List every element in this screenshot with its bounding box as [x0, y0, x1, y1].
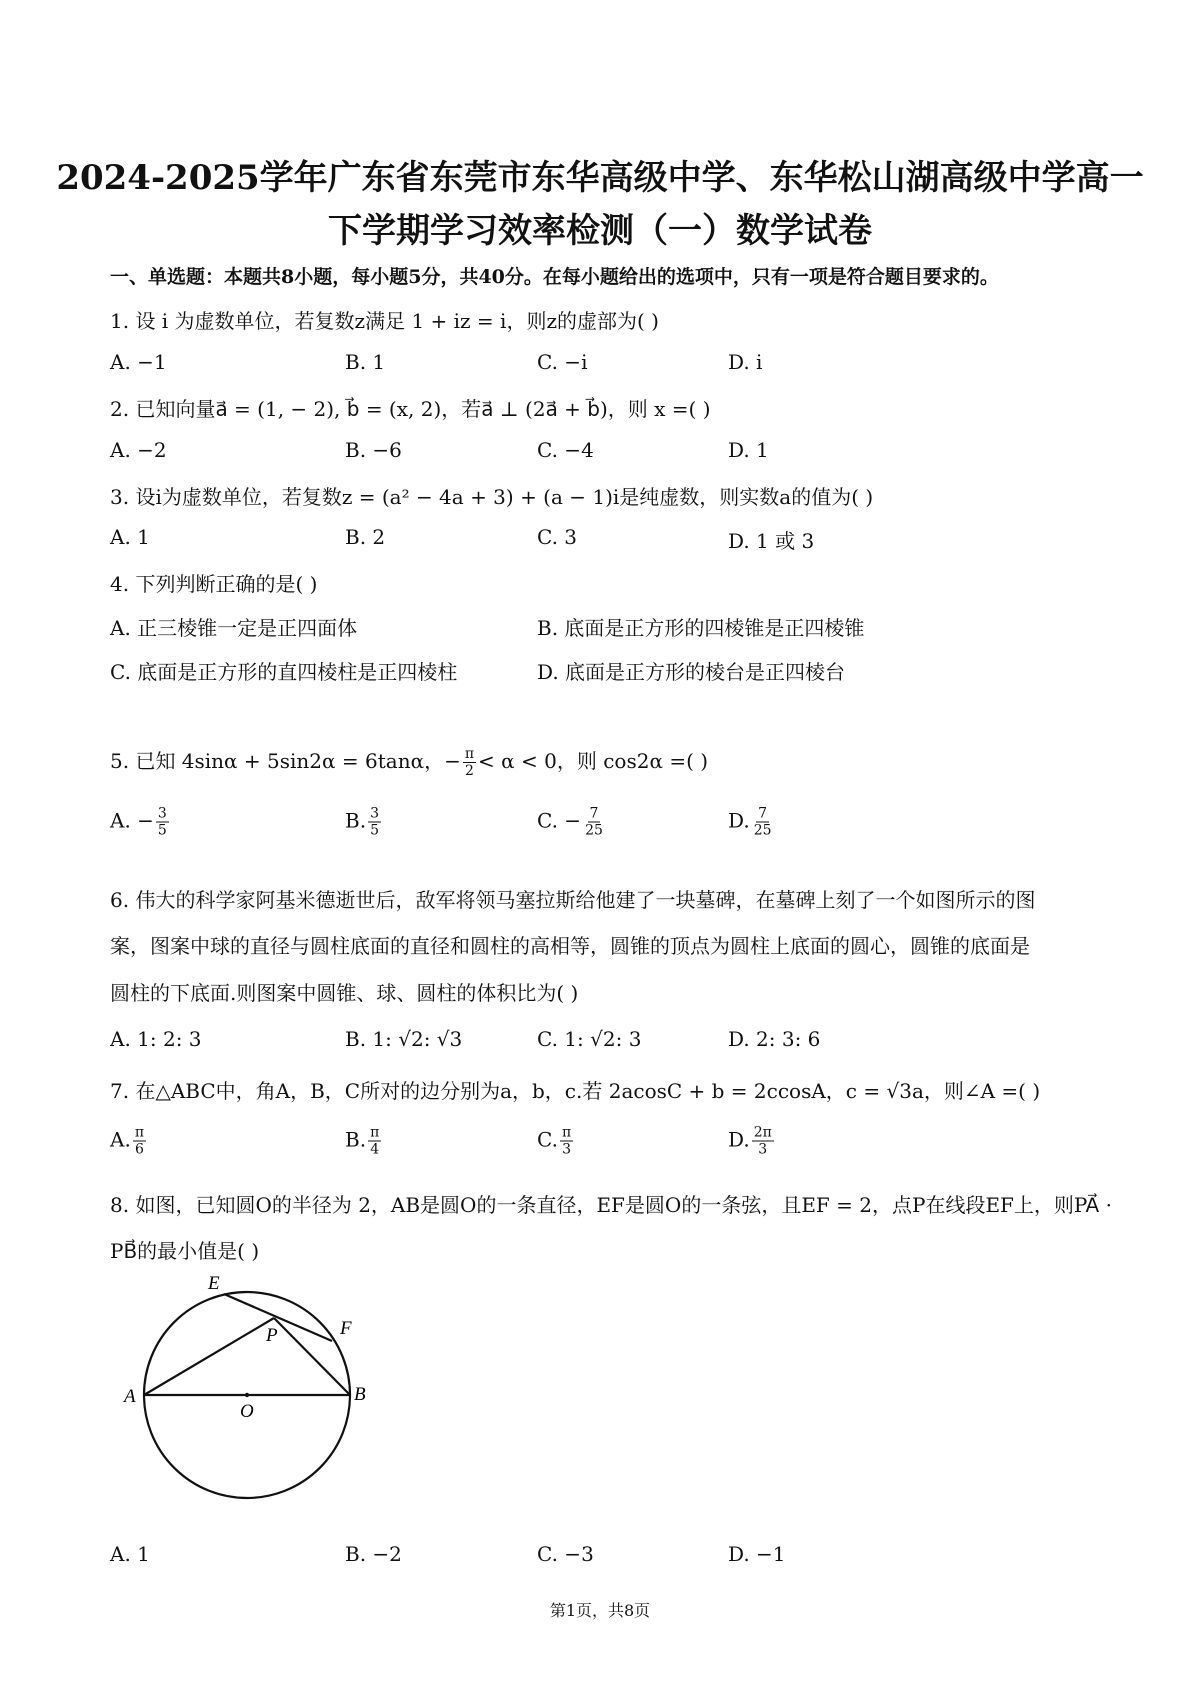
q5-stem-fraction	[463, 746, 476, 779]
q6-option-d: D. 2: 3: 6	[728, 1027, 821, 1051]
q2-option-c: C. −4	[537, 438, 594, 462]
q1-option-b: B. 1	[345, 350, 386, 374]
fraction-denominator: 25	[585, 822, 603, 839]
q7-option-d	[728, 1125, 776, 1158]
segment-pa	[144, 1318, 274, 1395]
question-8-stem-line-1: 8. 如图，已知圆O的半径为 2，AB是圆O的一条直径，EF是圆O的一条弦，且EF = 2，点P在线段EF上，则PA⃗ ·	[110, 1193, 1112, 1217]
q1-option-a: A. −1	[110, 350, 167, 374]
label-e: E	[208, 1275, 220, 1294]
option-fraction	[583, 806, 605, 839]
q3-option-c: C. 3	[537, 525, 578, 549]
q6-option-b: B. 1: √2: √3	[345, 1027, 463, 1051]
q8-option-a: A. 1	[110, 1542, 150, 1566]
fraction-numerator: π	[561, 1124, 572, 1141]
q4-option-b: B. 底面是正方形的四棱锥是正四棱锥	[537, 616, 865, 640]
option-label: D.	[728, 1127, 750, 1152]
option-fraction	[156, 806, 169, 839]
q8-option-d: D. −1	[728, 1542, 786, 1566]
option-label: A. −	[110, 808, 154, 833]
q7-option-b	[345, 1125, 383, 1158]
question-5-stem	[110, 745, 708, 779]
fraction-denominator: 3	[758, 1141, 768, 1158]
q5-stem-suffix: < α < 0，则 cos2α =( )	[478, 749, 709, 773]
q5-option-d	[728, 806, 776, 839]
segment-pb	[274, 1318, 350, 1395]
center-point	[245, 1393, 249, 1397]
circle-figure	[110, 1275, 380, 1520]
fraction-denominator: 5	[157, 822, 167, 839]
option-fraction	[560, 1125, 573, 1158]
fraction-denominator: 4	[370, 1141, 380, 1158]
q3-option-d: D. 1 或 3	[728, 529, 815, 553]
q1-option-d: D. i	[728, 350, 763, 374]
section-heading: 一、单选题：本题共8小题，每小题5分，共40分。在每小题给出的选项中，只有一项是符合题目要求的。	[110, 266, 999, 288]
fraction-numerator: 7	[758, 805, 768, 822]
fraction-numerator: π	[370, 1124, 380, 1141]
fraction-numerator: π	[464, 746, 475, 762]
option-label: D.	[728, 808, 750, 833]
fraction-numerator: 2π	[753, 1124, 772, 1141]
option-fraction	[368, 806, 381, 839]
option-label: C.	[537, 1127, 558, 1152]
q6-option-a: A. 1: 2: 3	[110, 1027, 202, 1051]
fraction-denominator: 6	[134, 1141, 144, 1158]
question-6-stem-line-3: 圆柱的下底面.则图案中圆锥、球、圆柱的体积比为( )	[110, 981, 579, 1005]
q2-option-a: A. −2	[110, 438, 167, 462]
question-7-stem: 7. 在△ABC中，角A，B，C所对的边分别为a，b，c.若 2acosC + b = 2ccosA，c = √3a，则∠A =( )	[110, 1079, 1041, 1103]
option-fraction	[752, 1125, 774, 1158]
option-label: C. −	[537, 808, 582, 833]
question-4-stem: 4. 下列判断正确的是( )	[110, 572, 318, 596]
q4-option-a: A. 正三棱锥一定是正四面体	[110, 616, 358, 640]
fraction-numerator: 3	[157, 805, 167, 822]
q1-option-c: C. −i	[537, 350, 588, 374]
q8-option-c: C. −3	[537, 1542, 594, 1566]
option-fraction	[752, 806, 774, 839]
q7-option-a	[110, 1125, 148, 1158]
option-label: A.	[110, 1127, 131, 1152]
question-1-stem: 1. 设 i 为虚数单位，若复数z满足 1 + iz = i，则z的虚部为( )	[110, 309, 659, 333]
q2-option-b: B. −6	[345, 438, 402, 462]
fraction-denominator: 2	[464, 763, 474, 779]
q6-option-c: C. 1: √2: 3	[537, 1027, 642, 1051]
q7-option-c	[537, 1125, 575, 1158]
q5-option-c	[537, 806, 607, 839]
label-b: B	[354, 1384, 366, 1405]
q8-option-b: B. −2	[345, 1542, 402, 1566]
q3-option-a: A. 1	[110, 525, 150, 549]
q5-option-b	[345, 806, 383, 839]
fraction-denominator: 25	[753, 822, 772, 839]
label-o: O	[240, 1401, 254, 1422]
fraction-numerator: 3	[370, 805, 379, 822]
option-fraction	[133, 1125, 146, 1158]
label-f: F	[340, 1318, 352, 1339]
q4-option-d: D. 底面是正方形的棱台是正四棱台	[537, 660, 846, 684]
option-label: B.	[345, 1127, 367, 1152]
title-line-2: 下学期学习效率检测（一）数学试卷	[328, 211, 872, 251]
option-fraction	[368, 1125, 381, 1158]
question-6-stem-line-1: 6. 伟大的科学家阿基米德逝世后，敌军将领马塞拉斯给他建了一块墓碑，在墓碑上刻了一个如图所示的图	[110, 888, 1036, 912]
question-2-stem: 2. 已知向量a⃗ = (1, − 2), b⃗ = (x, 2)，若a⃗ ⊥ (2a⃗ + b⃗)，则 x =( )	[110, 397, 711, 421]
fraction-numerator: 7	[589, 805, 599, 822]
q2-option-d: D. 1	[728, 438, 769, 462]
fraction-denominator: 5	[370, 822, 379, 839]
q4-option-c: C. 底面是正方形的直四棱柱是正四棱柱	[110, 660, 458, 684]
question-8-stem-line-2: PB⃗的最小值是( )	[110, 1239, 260, 1263]
fraction-denominator: 3	[562, 1141, 572, 1158]
q3-option-b: B. 2	[345, 525, 386, 549]
label-a: A	[124, 1386, 136, 1407]
label-p: P	[266, 1325, 278, 1346]
question-6-stem-line-2: 案，图案中球的直径与圆柱底面的直径和圆柱的高相等，圆锥的顶点为圆柱上底面的圆心，圆锥的底面是	[110, 934, 1030, 958]
q5-stem-prefix: 5. 已知 4sinα + 5sin2α = 6tanα，−	[110, 749, 461, 773]
title-line-1: 2024-2025学年广东省东莞市东华高级中学、东华松山湖高级中学高一	[56, 158, 1144, 198]
fraction-numerator: π	[134, 1124, 145, 1141]
page-footer: 第1页，共8页	[549, 1601, 651, 1620]
q5-option-a	[110, 806, 171, 839]
option-label: B.	[345, 808, 367, 833]
question-3-stem: 3. 设i为虚数单位，若复数z = (a² − 4a + 3) + (a − 1)i是纯虚数，则实数a的值为( )	[110, 485, 874, 509]
